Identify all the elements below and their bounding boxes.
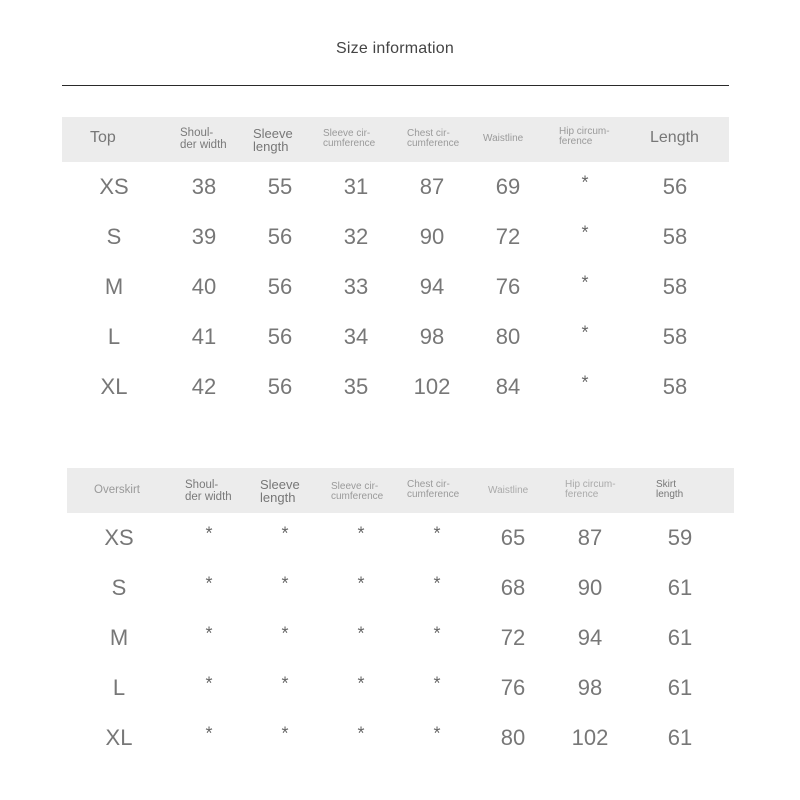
value-cell: * bbox=[205, 673, 213, 694]
value-cell: 90 bbox=[419, 224, 445, 249]
header-chest-circumference: Chest cir- cumference bbox=[407, 479, 460, 500]
table-row bbox=[62, 362, 729, 412]
value-cell: 87 bbox=[419, 174, 445, 199]
value-cell: * bbox=[581, 272, 589, 293]
value-cell: 94 bbox=[577, 625, 603, 650]
value-cell: 61 bbox=[667, 675, 693, 700]
value-cell: 31 bbox=[343, 174, 369, 199]
value-cell: * bbox=[357, 673, 365, 694]
value-cell: 56 bbox=[267, 224, 293, 249]
value-cell: * bbox=[433, 573, 441, 594]
value-cell: 76 bbox=[495, 274, 521, 299]
value-cell: * bbox=[281, 523, 289, 544]
value-cell: * bbox=[205, 573, 213, 594]
size-cell: M bbox=[104, 274, 124, 299]
value-cell: 56 bbox=[267, 324, 293, 349]
value-cell: 65 bbox=[500, 525, 526, 550]
size-cell: M bbox=[109, 625, 129, 650]
value-cell: 39 bbox=[191, 224, 217, 249]
value-cell: 55 bbox=[267, 174, 293, 199]
value-cell: 80 bbox=[500, 725, 526, 750]
value-cell: 90 bbox=[577, 575, 603, 600]
value-cell: 33 bbox=[343, 274, 369, 299]
value-cell: 72 bbox=[495, 224, 521, 249]
value-cell: 61 bbox=[667, 575, 693, 600]
value-cell: * bbox=[433, 523, 441, 544]
header-overskirt: Overskirt bbox=[94, 484, 140, 496]
header-hip-circumference: Hip circum- ference bbox=[559, 126, 610, 147]
size-cell: XL bbox=[100, 374, 128, 399]
value-cell: * bbox=[281, 573, 289, 594]
value-cell: 56 bbox=[662, 174, 688, 199]
value-cell: 98 bbox=[419, 324, 445, 349]
value-cell: * bbox=[357, 723, 365, 744]
overskirt-size-table bbox=[67, 468, 734, 763]
size-cell: S bbox=[111, 575, 127, 600]
header-top: Top bbox=[90, 129, 116, 146]
value-cell: 76 bbox=[500, 675, 526, 700]
size-cell: XL bbox=[105, 725, 133, 750]
value-cell: * bbox=[433, 673, 441, 694]
value-cell: 69 bbox=[495, 174, 521, 199]
header-sleeve-length: Sleeve length bbox=[260, 477, 300, 505]
value-cell: 59 bbox=[667, 525, 693, 550]
title-divider bbox=[62, 85, 729, 86]
value-cell: 102 bbox=[571, 725, 609, 750]
value-cell: 61 bbox=[667, 625, 693, 650]
table-row bbox=[67, 513, 734, 563]
header-length: Length bbox=[650, 129, 699, 146]
value-cell: * bbox=[357, 523, 365, 544]
header-skirt-length: Skirt length bbox=[656, 479, 684, 500]
value-cell: 58 bbox=[662, 224, 688, 249]
top-size-table bbox=[62, 117, 729, 412]
value-cell: * bbox=[357, 573, 365, 594]
header-chest-circumference: Chest cir- cumference bbox=[407, 128, 460, 149]
value-cell: * bbox=[433, 623, 441, 644]
value-cell: 42 bbox=[191, 374, 217, 399]
value-cell: * bbox=[205, 623, 213, 644]
value-cell: 98 bbox=[577, 675, 603, 700]
header-waistline: Waistline bbox=[483, 133, 524, 144]
size-cell: L bbox=[112, 675, 126, 700]
page-title: Size information bbox=[336, 40, 454, 57]
value-cell: * bbox=[357, 623, 365, 644]
value-cell: 58 bbox=[662, 374, 688, 399]
size-cell: L bbox=[107, 324, 121, 349]
table-header bbox=[67, 468, 734, 513]
header-sleeve-circumference: Sleeve cir- cumference bbox=[323, 128, 376, 149]
value-cell: * bbox=[205, 723, 213, 744]
value-cell: * bbox=[205, 523, 213, 544]
value-cell: * bbox=[581, 322, 589, 343]
table-row bbox=[62, 262, 729, 312]
value-cell: 61 bbox=[667, 725, 693, 750]
table-row bbox=[67, 563, 734, 613]
value-cell: 34 bbox=[343, 324, 369, 349]
header-shoulder-width: Shoul- der width bbox=[185, 479, 232, 503]
value-cell: * bbox=[281, 623, 289, 644]
table-row bbox=[67, 613, 734, 663]
value-cell: 72 bbox=[500, 625, 526, 650]
value-cell: * bbox=[581, 222, 589, 243]
value-cell: 102 bbox=[413, 374, 451, 399]
size-cell: S bbox=[106, 224, 122, 249]
table-row bbox=[67, 713, 734, 763]
table-header bbox=[62, 117, 729, 162]
header-hip-circumference: Hip circum- ference bbox=[565, 479, 616, 500]
value-cell: 58 bbox=[662, 324, 688, 349]
header-sleeve-circumference: Sleeve cir- cumference bbox=[331, 481, 384, 502]
table-row bbox=[62, 212, 729, 262]
header-shoulder-width: Shoul- der width bbox=[180, 127, 227, 151]
table-row bbox=[67, 663, 734, 713]
size-cell: XS bbox=[104, 525, 134, 550]
value-cell: 87 bbox=[577, 525, 603, 550]
table-row bbox=[62, 162, 729, 212]
size-cell: XS bbox=[99, 174, 129, 199]
value-cell: 94 bbox=[419, 274, 445, 299]
value-cell: 38 bbox=[191, 174, 217, 199]
value-cell: 80 bbox=[495, 324, 521, 349]
value-cell: 41 bbox=[191, 324, 217, 349]
value-cell: 68 bbox=[500, 575, 526, 600]
value-cell: 58 bbox=[662, 274, 688, 299]
table-row bbox=[62, 312, 729, 362]
header-sleeve-length: Sleeve length bbox=[253, 126, 293, 154]
header-waistline: Waistline bbox=[488, 485, 529, 496]
value-cell: 56 bbox=[267, 274, 293, 299]
value-cell: * bbox=[281, 723, 289, 744]
value-cell: * bbox=[581, 172, 589, 193]
value-cell: * bbox=[433, 723, 441, 744]
value-cell: 32 bbox=[343, 224, 369, 249]
value-cell: 35 bbox=[343, 374, 369, 399]
value-cell: 84 bbox=[495, 374, 521, 399]
value-cell: 40 bbox=[191, 274, 217, 299]
value-cell: * bbox=[281, 673, 289, 694]
value-cell: 56 bbox=[267, 374, 293, 399]
value-cell: * bbox=[581, 372, 589, 393]
